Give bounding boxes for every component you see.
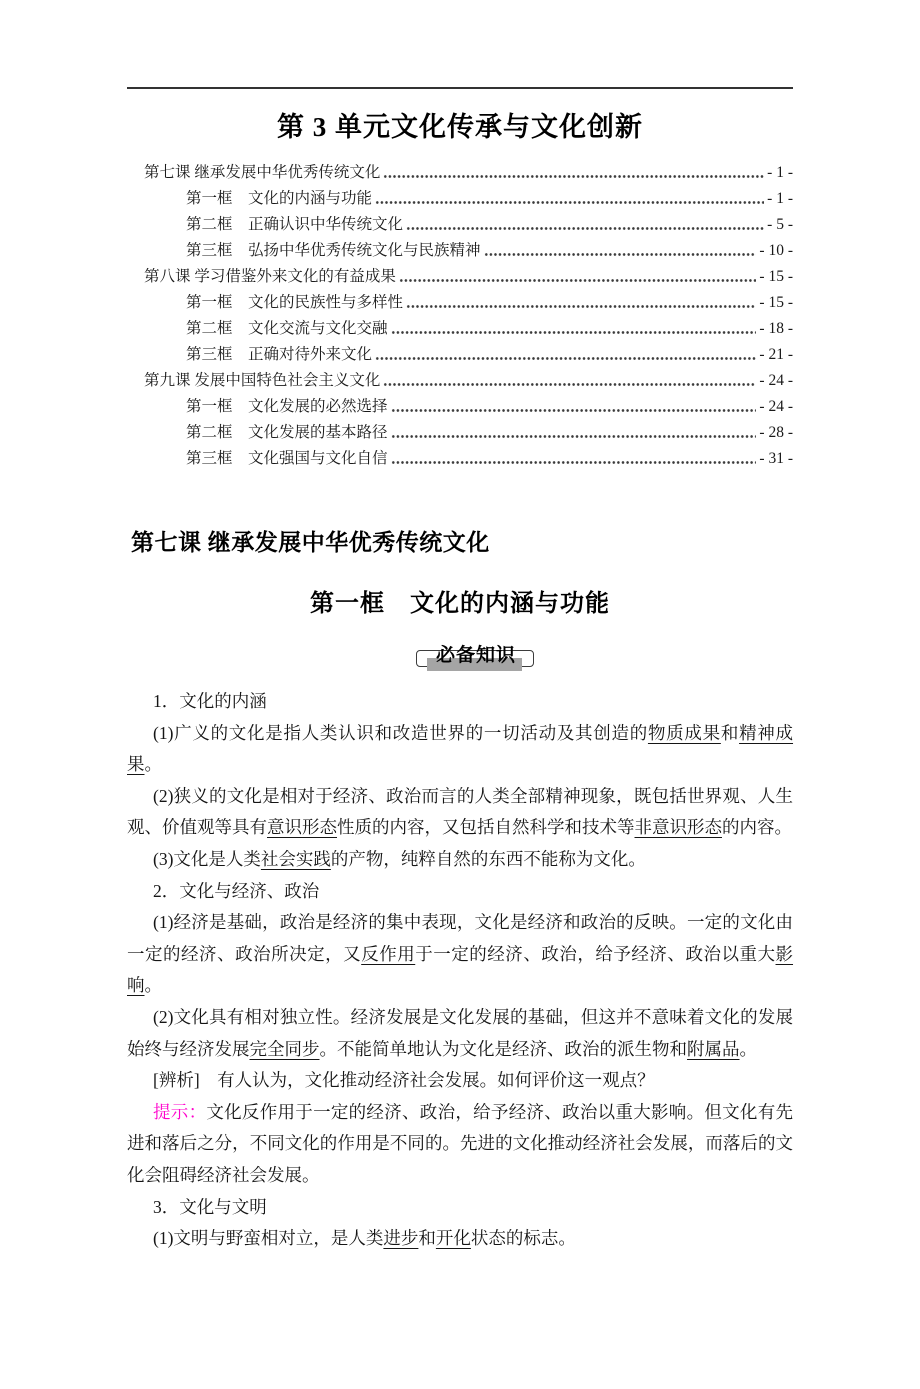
text-run: 。 <box>739 1038 757 1059</box>
text-run: 3．文化与文明 <box>153 1196 267 1217</box>
toc-entry-label: 第二框 正确认识中华传统文化 <box>186 216 404 233</box>
toc-page-number: - 21 - <box>759 346 793 363</box>
underlined-term: 社会实践 <box>260 848 331 869</box>
body-paragraph <box>127 876 793 908</box>
text-run: 文化反作用于一定的经济、政治，给予经济、政治以重大影响。但文化有先进和落后之分，不同文化的作用是不同的。先进的文化推动经济社会发展，而落后的文化会阻碍经济社会发展。 <box>127 1101 793 1185</box>
toc-dot-leader <box>399 264 757 290</box>
body-paragraph <box>127 907 793 1002</box>
underlined-term: 非意识形态 <box>634 817 722 838</box>
unit-title: 第 3 单元文化传承与文化创新 <box>277 112 643 142</box>
underlined-term: 影响 <box>127 943 794 996</box>
toc-entry-label: 第二框 文化发展的基本路径 <box>186 424 388 441</box>
body-paragraph <box>127 1002 793 1065</box>
lesson-heading: 第七课 继承发展中华优秀传统文化 <box>131 530 490 555</box>
body-paragraph <box>127 1097 793 1192</box>
toc-dot-leader <box>383 160 764 186</box>
toc-entry-label: 第一框 文化的民族性与多样性 <box>186 294 404 311</box>
toc-dot-leader <box>406 290 756 316</box>
body-paragraph <box>127 686 793 718</box>
toc-entry[interactable] <box>127 342 793 368</box>
toc-dot-leader <box>383 368 756 394</box>
text-run: 1．文化的内涵 <box>153 691 267 711</box>
text-run: 的产物，纯粹自然的东西不能称为文化。 <box>330 848 646 869</box>
text-run: 。 <box>144 754 162 775</box>
toc-entry-label: 第一框 文化的内涵与功能 <box>186 190 373 207</box>
body-paragraph <box>127 844 793 876</box>
toc-entry-label: 第九课 发展中国特色社会主义文化 <box>144 372 381 389</box>
text-run: [辨析] 有人认为，文化推动经济社会发展。如何评价这一观点？ <box>153 1070 655 1091</box>
toc-entry-label: 第七课 继承发展中华优秀传统文化 <box>144 164 381 181</box>
toc-page-number: - 15 - <box>759 294 793 311</box>
toc-dot-leader <box>391 394 757 420</box>
body-paragraph <box>127 1223 793 1255</box>
toc-entry[interactable] <box>127 420 793 446</box>
toc-page-number: - 15 - <box>759 268 793 285</box>
toc-entry[interactable] <box>127 394 793 420</box>
toc-entry-label: 第三框 文化强国与文化自信 <box>186 450 388 467</box>
toc-dot-leader <box>484 238 757 264</box>
underlined-term: 反作用 <box>361 943 416 964</box>
toc-entry[interactable] <box>127 212 793 238</box>
text-run: 和 <box>418 1228 436 1249</box>
toc-page-number: - 18 - <box>759 320 793 337</box>
text-run: (1)广义的文化是指人类认识和改造世界的一切活动及其创造的 <box>153 722 648 743</box>
table-of-contents <box>127 160 793 472</box>
document-content <box>0 87 920 1255</box>
body-text <box>127 686 793 1255</box>
toc-entry[interactable] <box>127 238 793 264</box>
text-run: (2)狭义的文化是相对于经济、政治而言的人类全部精神现象，既包括世界观、人生观、价值观等具有 <box>127 785 793 838</box>
toc-entry[interactable] <box>127 160 793 186</box>
text-run: (1)文明与野蛮相对立，是人类 <box>153 1228 384 1249</box>
underlined-term: 开化 <box>435 1228 471 1249</box>
body-paragraph <box>127 718 793 781</box>
toc-dot-leader <box>391 420 757 446</box>
toc-entry-label: 第一框 文化发展的必然选择 <box>186 398 388 415</box>
toc-page-number: - 28 - <box>759 424 793 441</box>
header-rule <box>127 87 793 89</box>
body-paragraph <box>127 1065 793 1097</box>
text-run: 于一定的经济、政治，给予经济、政治以重大 <box>415 943 776 964</box>
text-run: 和 <box>720 722 740 743</box>
toc-page-number: - 5 - <box>767 216 793 233</box>
toc-entry[interactable] <box>127 446 793 472</box>
text-run: (2)文化具有相对独立性。经济发展是文化发展的基础，但这并不意味着文化的发展始终与经济发展 <box>127 1006 793 1059</box>
text-run: 的内容。 <box>722 817 792 838</box>
document-page <box>0 87 920 1389</box>
toc-dot-leader <box>375 342 756 368</box>
toc-page-number: - 24 - <box>759 398 793 415</box>
toc-dot-leader <box>406 212 764 238</box>
toc-entry[interactable] <box>127 186 793 212</box>
underlined-term: 物质成果 <box>647 722 721 743</box>
toc-page-number: - 24 - <box>759 372 793 389</box>
hint-label: 提示： <box>153 1101 207 1122</box>
underlined-term: 进步 <box>383 1228 419 1249</box>
text-run: 2．文化与经济、政治 <box>153 880 320 901</box>
text-run: 状态的标志。 <box>470 1228 576 1249</box>
toc-dot-leader <box>375 186 764 212</box>
toc-entry[interactable] <box>127 264 793 290</box>
toc-entry[interactable] <box>127 290 793 316</box>
toc-entry-label: 第八课 学习借鉴外来文化的有益成果 <box>144 268 396 285</box>
text-run: 。 <box>144 975 162 996</box>
toc-page-number: - 31 - <box>759 450 793 467</box>
body-paragraph <box>127 1192 793 1224</box>
toc-entry[interactable] <box>127 368 793 394</box>
toc-entry-label: 第三框 弘扬中华优秀传统文化与民族精神 <box>186 242 481 259</box>
toc-entry-label: 第三框 正确对待外来文化 <box>186 346 373 363</box>
text-run: (1)经济是基础，政治是经济的集中表现，文化是经济和政治的反映。一定的文化由一定的经济、政治所决定，又 <box>127 912 793 964</box>
toc-entry-label: 第二框 文化交流与文化交融 <box>186 320 388 337</box>
text-run: (3)文化是人类 <box>153 848 261 869</box>
knowledge-badge <box>416 644 536 673</box>
text-run: 性质的内容，又包括自然科学和技术等 <box>337 817 635 838</box>
text-run: 。不能简单地认为文化是经济、政治的派生物和 <box>319 1038 687 1059</box>
badge-label: 必备知识 <box>435 645 516 666</box>
toc-page-number: - 1 - <box>767 190 793 207</box>
body-paragraph <box>127 781 793 844</box>
toc-entry[interactable] <box>127 316 793 342</box>
frame-heading: 第一框 文化的内涵与功能 <box>310 591 610 617</box>
toc-page-number: - 1 - <box>767 164 793 181</box>
toc-dot-leader <box>391 446 757 472</box>
underlined-term: 附属品 <box>687 1038 740 1059</box>
underlined-term: 完全同步 <box>249 1038 320 1059</box>
underlined-term: 意识形态 <box>267 817 337 838</box>
toc-page-number: - 10 - <box>759 242 793 259</box>
underlined-term: 精神成果 <box>127 722 794 775</box>
toc-dot-leader <box>391 316 757 342</box>
